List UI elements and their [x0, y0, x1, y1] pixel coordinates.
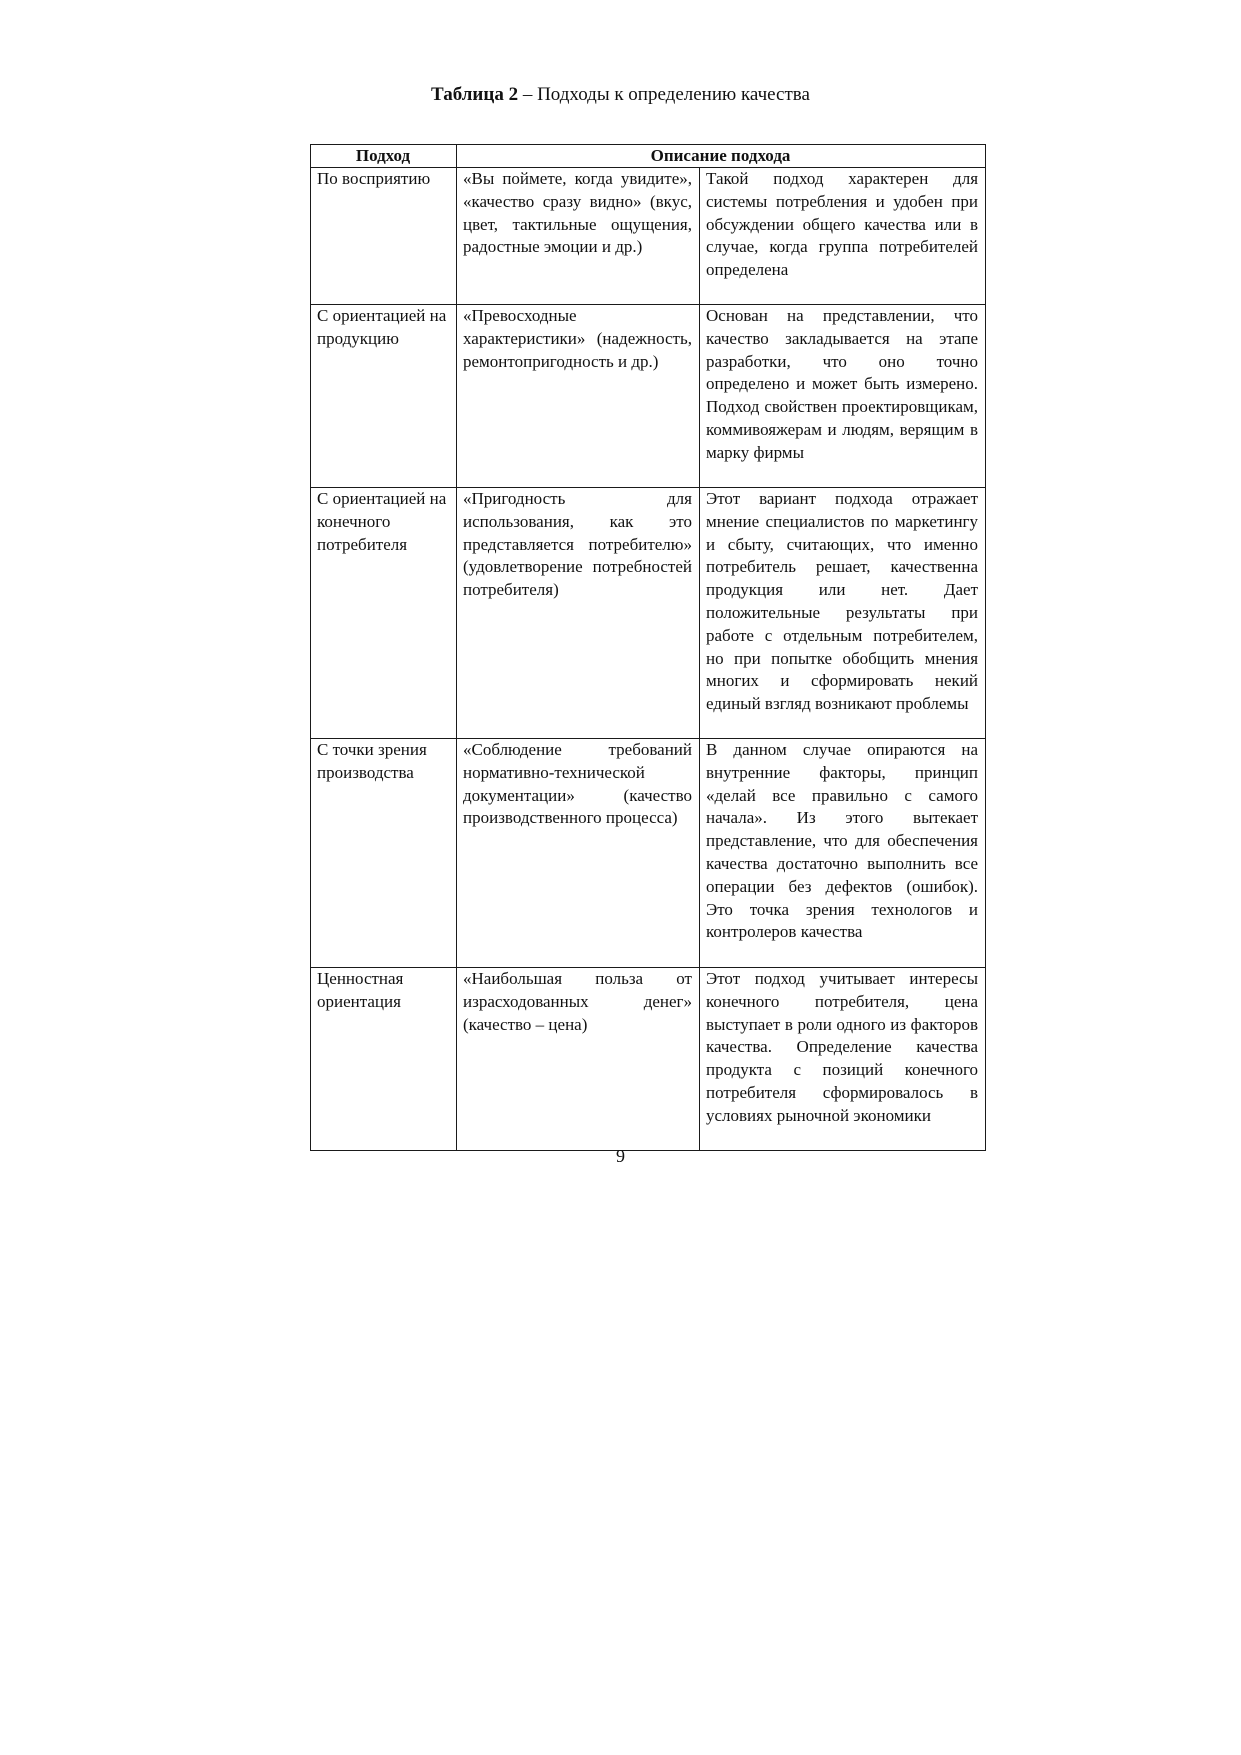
approach-cell: С точки зрения производства — [311, 739, 457, 968]
explanation-cell: Основан на представлении, что качество закладывается на этапе разработки, что оно точно определено и может быть измерено. Подход свойствен проектировщикам, коммивояжерам и людям, верящим в марку фирмы — [700, 305, 986, 488]
table-row — [311, 968, 986, 1151]
header-description: Описание подхода — [457, 145, 986, 168]
approach-cell: По восприятию — [311, 168, 457, 305]
table-row — [311, 488, 986, 739]
table-caption-text: – Подходы к определению качества — [518, 84, 810, 105]
motto-cell: «Вы поймете, когда увидите», «качество сразу видно» (вкус, цвет, тактильные ощущения, радостные эмоции и др.) — [457, 168, 700, 305]
table-caption — [0, 82, 1241, 108]
header-approach: Подход — [311, 145, 457, 168]
table-header-row — [311, 145, 986, 168]
explanation-cell: Этот вариант подхода отражает мнение специалистов по маркетингу и сбыту, считающих, что именно потребитель решает, качественна продукция или нет. Дает положительные результаты при работе с отдельным потребителем, но при попытке обобщить мнения многих и сформировать некий единый взгляд возникают проблемы — [700, 488, 986, 739]
motto-cell: «Наибольшая польза от израсходованных денег» (качество – цена) — [457, 968, 700, 1151]
table-row — [311, 305, 986, 488]
table-row — [311, 739, 986, 968]
approach-cell: С ориентацией на продукцию — [311, 305, 457, 488]
motto-cell: «Пригодность для использования, как это представляется потребителю» (удовлетворение потребностей потребителя) — [457, 488, 700, 739]
explanation-cell: В данном случае опираются на внутренние факторы, принцип «делай все правильно с самого начала». Из этого вытекает представление, что для обеспечения качества достаточно выполнить все операции без дефектов (ошибок). Это точка зрения технологов и контролеров качества — [700, 739, 986, 968]
explanation-cell: Такой подход характерен для системы потребления и удобен при обсуждении общего качества или в случае, когда группа потребителей определена — [700, 168, 986, 305]
motto-cell: «Превосходные характеристики» (надежность, ремонтопригодность и др.) — [457, 305, 700, 488]
motto-cell: «Соблюдение требований нормативно-технической документации» (качество производственного процесса) — [457, 739, 700, 968]
approach-cell: С ориентацией на конечного потребителя — [311, 488, 457, 739]
approach-cell: Ценностная ориентация — [311, 968, 457, 1151]
page-number: 9 — [616, 1146, 625, 1166]
quality-approaches-table — [310, 144, 986, 1151]
explanation-cell: Этот подход учитывает интересы конечного потребителя, цена выступает в роли одного из факторов качества. Определение качества продукта с позиций конечного потребителя сформировалось в условиях рыночной экономики — [700, 968, 986, 1151]
table-caption-label: Таблица 2 — [431, 84, 519, 105]
table-row — [311, 168, 986, 305]
